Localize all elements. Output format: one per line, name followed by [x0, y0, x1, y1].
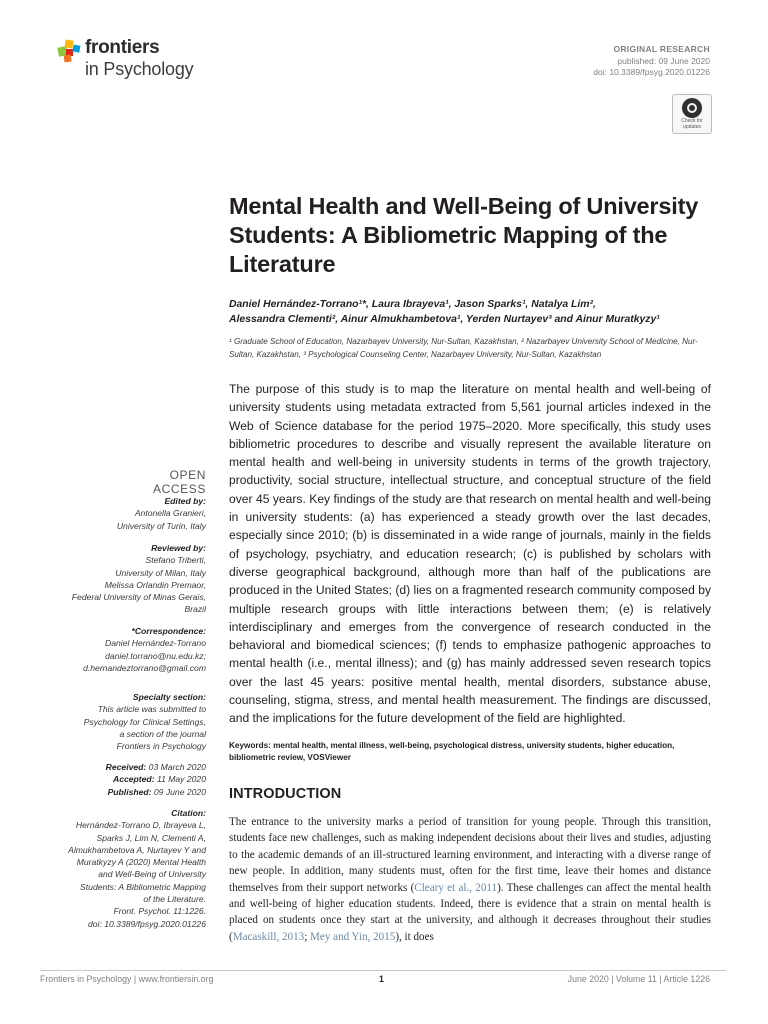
citation-block — [6, 807, 206, 930]
footer-journal[interactable]: Frontiers in Psychology | www.frontiersin.org — [40, 974, 214, 984]
keywords — [229, 740, 711, 764]
reviewer-line: University of Milan, Italy — [115, 567, 206, 578]
citation-line: Front. Psychol. 11:1226. — [113, 906, 206, 917]
reviewed-by-block — [6, 542, 206, 616]
article-type: ORIGINAL RESEARCH — [613, 44, 710, 54]
citation-link[interactable]: Cleary et al., 2011 — [414, 881, 498, 894]
frontiers-logo-mark-icon — [56, 38, 82, 64]
logo-word-frontiers: frontiers — [85, 37, 160, 58]
footer-issue: June 2020 | Volume 11 | Article 1226 — [567, 974, 710, 984]
reviewed-by-label: Reviewed by: — [151, 543, 206, 553]
correspondence-name: Daniel Hernández-Torrano — [105, 638, 206, 649]
article-title: Mental Health and Well-Being of University Students: A Bibliometric Mapping of the Literature — [229, 193, 699, 277]
author-list — [229, 297, 709, 327]
specialty-line: Psychology for Clinical Settings, — [83, 716, 206, 727]
citation-line: Students: A Bibliometric Mapping — [80, 881, 206, 892]
editor-line: University of Turin, Italy — [116, 520, 206, 531]
accepted-date: Accepted: 11 May 2020 — [113, 774, 206, 785]
frontiers-logo — [52, 34, 212, 84]
keywords-list: mental health, mental illness, well-being, psychological distress, university students, higher education, bibliometric review, VOSViewer — [229, 741, 675, 762]
specialty-line: a section of the journal — [119, 728, 206, 739]
specialty-section-label: Specialty section: — [132, 692, 206, 702]
affiliations: ¹ Graduate School of Education, Nazarbayev University, Nur-Sultan, Kazakhstan, ² Nazarbayev University School of Medicine, Nur-Sultan, Kazakhstan, ³ Psychological Counseling Center, Nazarbayev University, Nur-Sultan, Kazakhstan — [229, 337, 698, 359]
specialty-line: This article was submitted to — [97, 704, 206, 715]
author-line: Daniel Hernández-Torrano¹*, Laura Ibrayeva¹, Jason Sparks¹, Natalya Lim², — [229, 299, 596, 310]
published-date-sidebar: Published: 09 June 2020 — [107, 786, 206, 797]
citation-line: Muratkyzy A (2020) Mental Health — [76, 857, 206, 868]
check-for-updates-badge[interactable] — [672, 94, 712, 134]
correspondence-email[interactable]: daniel.torrano@nu.edu.kz; — [105, 650, 206, 661]
logo-word-journal: in Psychology — [85, 59, 194, 79]
reviewer-line: Stefano Triberti, — [145, 555, 206, 566]
article-doi[interactable]: doi: 10.3389/fpsyg.2020.01226 — [593, 67, 710, 77]
editor-line: Antonella Granieri, — [134, 508, 206, 519]
abstract: The purpose of this study is to map the literature on mental health and well-being of university students using metadata extracted from 5,561 journal articles indexed in the Web of Science database for the period 1975–2020. More specifically, this study uses bibliometric procedures to describe and visually represent the available literature on mental health and well-being in university students in terms of the growth trajectory, productivity, social structure, intellectual structure, and conceptual structure of the field over 45 years. Key findings of the study are that research on mental health and well-being in university students: (a) has experienced a steady growth over the last decades, especially since 2010; (b) is disseminated in a wide range of journals, mainly in the fields of psychology, psychiatry, and education research; (c) is published by scholars with diverse geographical background, although more than half of the publications are produced in the United States; (d) lies on a fragmented research community composed by multiple research groups with little interactions between them; (e) is relatively interdisciplinary and emerges from the convergence of research conducted in the behavioral and biomedical sciences; (f) tends to emphasize pathogenic approaches to mental health (i.e., mental illness); and (g) has mainly addressed seven research topics over the last 45 years: positive mental health, mental disorders, substance abuse, counseling, stigma, stress, and mental health measurement. The findings are discussed, and the implications for the future development of the field are highlighted. — [229, 382, 711, 726]
citation-link[interactable]: Macaskill, 2013 — [232, 930, 305, 943]
dates-block — [6, 761, 206, 798]
citation-line[interactable]: doi: 10.3389/fpsyg.2020.01226 — [87, 918, 206, 929]
page-number: 1 — [379, 974, 384, 984]
section-heading-introduction: INTRODUCTION — [229, 786, 342, 802]
citation-line: Almukhambetova A, Nurtayev Y and — [68, 844, 206, 855]
reviewer-line: Federal University of Minas Gerais, — [71, 592, 206, 603]
specialty-line: Frontiers in Psychology — [116, 741, 206, 752]
citation-label: Citation: — [171, 808, 206, 818]
published-date: published: 09 June 2020 — [617, 56, 710, 66]
edited-by-label: Edited by: — [164, 496, 206, 506]
citation-line: and Well-Being of University — [98, 869, 206, 880]
citation-line: Sparks J, Lim N, Clementi A, — [96, 832, 206, 843]
footer-divider — [40, 970, 726, 971]
badge-label: Check for updates — [681, 118, 703, 130]
correspondence-label: *Correspondence: — [131, 626, 206, 636]
correspondence-block — [6, 625, 206, 674]
introduction-paragraph: The entrance to the university marks a period of transition for young people. Through this transition, students face new challenges, such as making independent decisions about their lives and studies, adjusting to the academic demands of an ill-structured learning environment, and interacting with a diverse range of new people. In addition, many students must, often for the first time, leave their homes and distance themselves from their support networks (Cleary et al., 2011). These challenges can affect the mental health and well-being of higher education students. Indeed, there is evidence that a strain on mental health is placed on students once they start at the university, and although it decreases throughout their studies (Macaskill, 2013; Mey and Yin, 2015), it does — [229, 816, 711, 943]
keywords-label: Keywords: — [229, 741, 271, 750]
correspondence-email[interactable]: d.hernandeztorrano@gmail.com — [83, 662, 206, 673]
open-access-label: OPEN ACCESS — [153, 468, 206, 496]
edited-by-block — [6, 495, 206, 532]
reviewer-line: Melissa Orlandin Premaor, — [104, 579, 206, 590]
citation-line: Hernández-Torrano D, Ibrayeva L, — [75, 820, 206, 831]
author-line: Alessandra Clementi², Ainur Almukhambetova¹, Yerden Nurtayev³ and Ainur Muratkyzy¹ — [229, 314, 660, 325]
reviewer-line: Brazil — [184, 604, 206, 615]
specialty-section-block — [6, 691, 206, 752]
citation-line: of the Literature. — [143, 894, 206, 905]
received-date: Received: 03 March 2020 — [105, 762, 206, 772]
citation-link[interactable]: Mey and Yin, 2015 — [310, 930, 396, 943]
check-updates-icon — [682, 98, 702, 118]
